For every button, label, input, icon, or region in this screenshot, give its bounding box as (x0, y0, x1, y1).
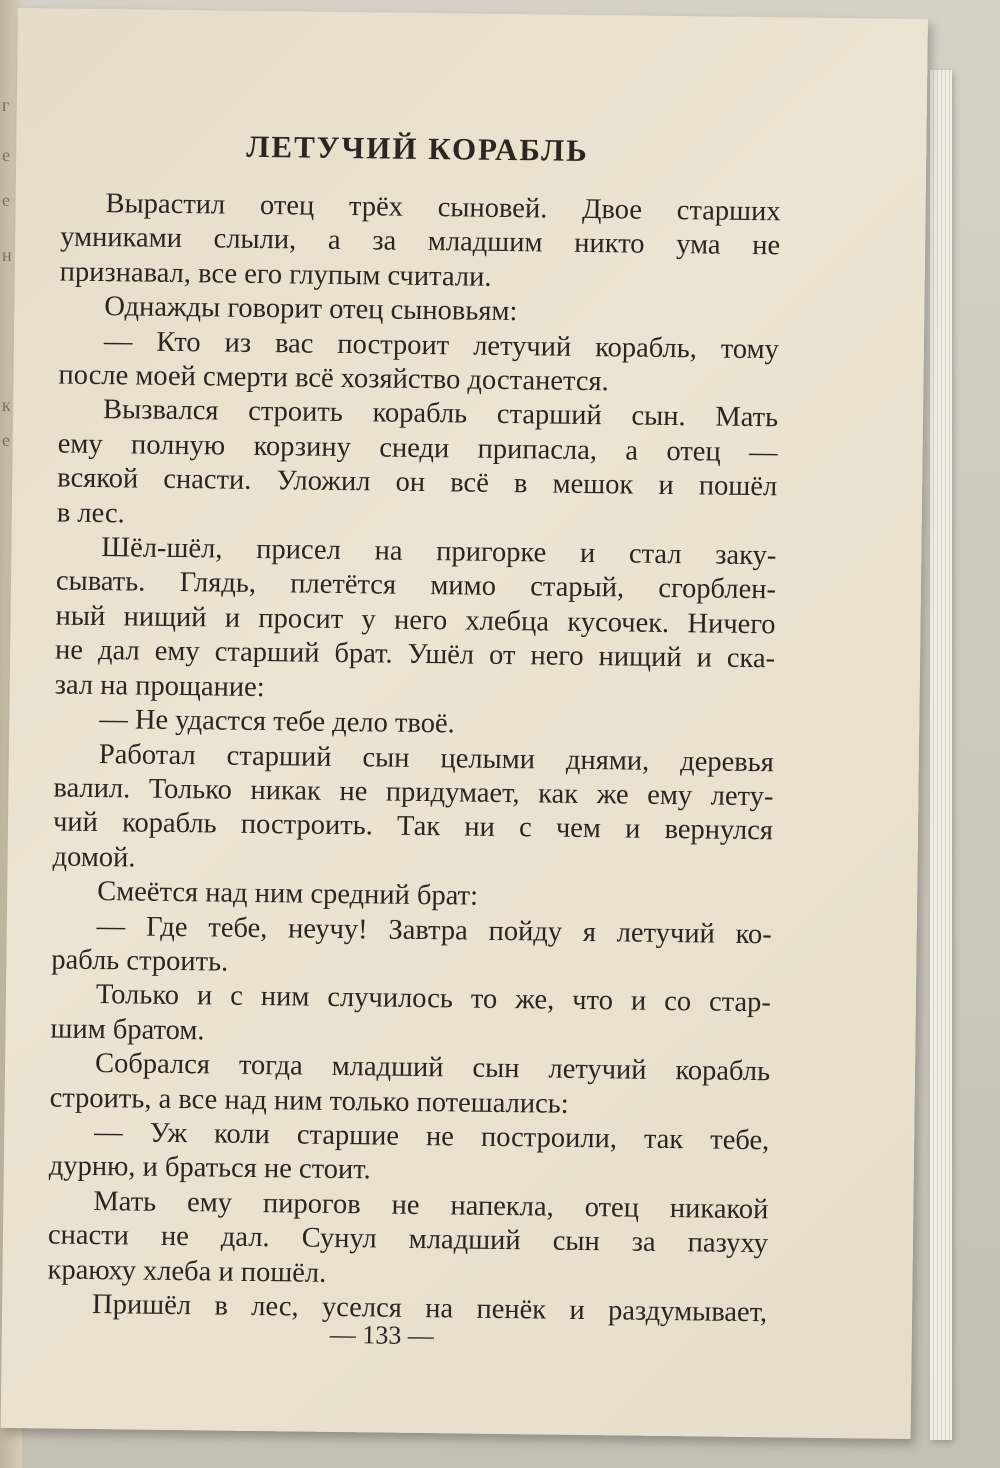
prev-page-letter: е (2, 145, 10, 165)
text-line: Однажды говорит отец сыновьям: (104, 291, 518, 328)
text-line: Пришёл в лес, уселся на пенёк и раздумывает, (91, 1289, 768, 1329)
text-line: — Кто из вас построит летучий корабль, тому (103, 325, 780, 365)
text-line: зал на прощание: (54, 669, 265, 703)
prev-page-letter: е (2, 190, 10, 210)
text-line: не дал ему старший брат. Ушёл от него нищий и ска- (54, 634, 776, 675)
prev-page-letter: е (2, 430, 10, 450)
story-text (47, 187, 781, 1331)
text-line: рабль строить. (51, 944, 229, 978)
text-line: Мать ему пирогов не напекла, отец никакой (93, 1185, 769, 1226)
text-line: сывать. Глядь, плетётся мимо старый, сгорблен- (55, 565, 777, 606)
prev-page-letter: к (2, 395, 11, 415)
page-number: — 133 — (329, 1319, 434, 1351)
text-line: — Не удастся тебе дело твоё. (99, 704, 455, 740)
text-line: умниками слыли, а за младшим никто ума не (60, 221, 781, 262)
text-line: дурню, и браться не стоит. (48, 1150, 371, 1186)
text-line: Смеётся над ним средний брат: (97, 876, 479, 912)
text-line: Вызвался строить корабль старший сын. Мать (102, 394, 779, 434)
text-line: строить, а все над ним только потешались: (49, 1082, 569, 1120)
text-line: после моей смерти всё хозяйство достанется. (58, 359, 609, 398)
text-line: признавал, все его глупым считали. (59, 256, 492, 293)
text-line: домой. (52, 841, 136, 874)
text-line: Собрался тогда младший сын летучий корабль (94, 1048, 771, 1088)
text-line: краюху хлеба и пошёл. (47, 1254, 327, 1289)
text-line: всякой снасти. Уложил он всё в мешок и пошёл (57, 462, 778, 503)
text-line: Вырастил отец трёх сыновей. Двое старших (105, 188, 781, 228)
text-line: Только и с ним случилось то же, что и со стар- (95, 979, 772, 1019)
book-page (1, 8, 928, 1439)
prev-page-letter: г (2, 95, 10, 115)
text-line: снасти не дал. Сунул младший сын за пазуху (47, 1219, 769, 1260)
text-line: — Где тебе, неучу! Завтра пойду я летучий ко- (96, 910, 772, 950)
text-line: — Уж коли старшие не построили, так тебе, (94, 1116, 770, 1157)
text-line: ему полную корзину снеди припасла, а отец — (57, 428, 778, 469)
text-line: Шёл-шёл, присел на пригорке и стал заку- (101, 532, 777, 572)
text-line: чий корабль построить. Так ни с чем и вернулся (52, 806, 774, 847)
text-line: в лес. (56, 497, 125, 529)
prev-page-letter: н (2, 245, 12, 265)
story-title: ЛЕТУЧИЙ КОРАБЛЬ (246, 128, 589, 168)
text-line: Работал старший сын целыми днями, деревья (98, 738, 775, 778)
text-line: ный нищий и просит у него хлебца кусочек. Ничего (55, 600, 776, 641)
text-line: шим братом. (50, 1013, 205, 1047)
text-line: валил. Только никак не придумает, как же ему лету- (53, 772, 774, 813)
book-page-edges (930, 70, 952, 1440)
